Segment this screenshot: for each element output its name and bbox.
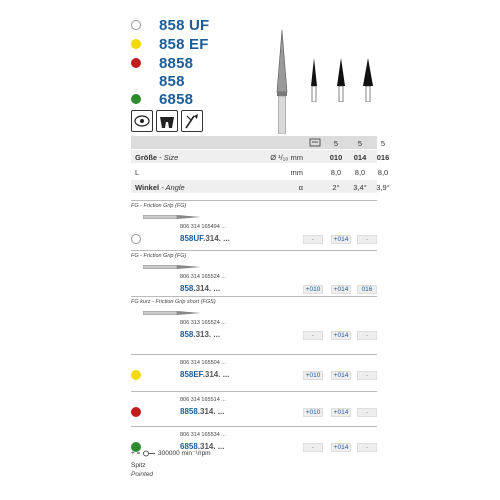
- article-number: 806 314 165514 ...: [180, 397, 226, 403]
- article-number: 806 314 165534 ...: [180, 432, 226, 438]
- speed-prefix: + =: [131, 450, 143, 457]
- tooth-crown-icon: [131, 110, 153, 132]
- spec-row-length: [131, 165, 389, 178]
- angle-label-en: - Angle: [159, 183, 185, 192]
- shape-en: Pointed: [131, 471, 154, 478]
- availability-cell[interactable]: -: [357, 235, 377, 244]
- availability-cell[interactable]: -: [357, 331, 377, 340]
- color-dot-icon: [131, 407, 141, 417]
- availability-cell[interactable]: 016: [357, 285, 377, 294]
- availability-cell[interactable]: +014: [331, 408, 351, 417]
- product-code-main: 858: [180, 330, 194, 339]
- product-code-rest: .314. ...: [197, 407, 225, 416]
- angle-label: Winkel: [135, 183, 160, 192]
- availability-cell[interactable]: -: [303, 331, 323, 340]
- length-value-2: 8,0: [354, 168, 366, 177]
- size-label-en: - Size: [157, 153, 179, 162]
- color-dot-icon: [131, 234, 141, 244]
- product-code[interactable]: [180, 407, 224, 416]
- availability-cell[interactable]: -: [357, 443, 377, 452]
- availability-cell[interactable]: -: [357, 371, 377, 380]
- availability-cell[interactable]: +010: [303, 408, 323, 417]
- variant-name: 6858: [159, 90, 194, 108]
- color-dot-icon: [131, 94, 141, 104]
- spec-row-size: [131, 150, 390, 163]
- pack-icon: [309, 137, 321, 147]
- shape-de: Spitz: [131, 462, 146, 469]
- tooth-bridge-icon: [156, 110, 178, 132]
- product-code[interactable]: [180, 234, 230, 243]
- product-separator: [131, 391, 377, 392]
- variant-name: 858 UF: [159, 16, 210, 34]
- product-code-main: 8858: [180, 407, 198, 416]
- size-value-2: 014: [353, 153, 367, 162]
- variant-row: [131, 54, 193, 72]
- availability-cell[interactable]: -: [303, 235, 323, 244]
- rotation-icon: [142, 450, 156, 457]
- product-code-main: 858UF: [180, 234, 204, 243]
- bur-size-014-icon: [334, 58, 348, 102]
- bur-side-view-icon: [143, 213, 201, 221]
- product-separator: [131, 250, 377, 251]
- availability-cell[interactable]: +010: [303, 371, 323, 380]
- color-dot-icon: [131, 20, 141, 30]
- length-unit: mm: [290, 168, 303, 177]
- spec-row-angle: [131, 180, 390, 193]
- bur-size-016-icon: [360, 58, 376, 102]
- angle-unit: α: [298, 183, 303, 192]
- variant-name: 858 EF: [159, 35, 209, 53]
- bur-side-view-icon: [143, 309, 201, 317]
- pack-value-1: 5: [333, 139, 339, 148]
- product-code-main: 858: [180, 284, 194, 293]
- availability-cell[interactable]: -: [303, 443, 323, 452]
- product-code-rest: .314. ...: [197, 442, 225, 451]
- angle-value-3: 3,9°: [376, 183, 390, 192]
- product-separator: [131, 354, 377, 355]
- angle-value-1: 2°: [332, 183, 340, 192]
- variant-row: [131, 72, 185, 90]
- article-number: 806 314 165494 ...: [180, 224, 226, 230]
- shank-type-label: FG kurz - Friction Grip short (FGS): [131, 299, 216, 305]
- availability-cell[interactable]: -: [357, 408, 377, 417]
- size-value-3: 016: [376, 153, 390, 162]
- variant-name: 858: [159, 72, 185, 90]
- angle-value-2: 3,4°: [353, 183, 367, 192]
- product-separator: [131, 426, 377, 427]
- color-dot-icon: [131, 370, 141, 380]
- article-number: 806 314 165524 ...: [180, 274, 226, 280]
- product-code-rest: .314. ...: [193, 284, 221, 293]
- spec-table-header: [131, 136, 386, 149]
- article-number: 806 313 165524 ...: [180, 320, 226, 326]
- availability-cell[interactable]: +014: [331, 443, 351, 452]
- availability-cell[interactable]: +014: [331, 331, 351, 340]
- variant-name: 8858: [159, 54, 194, 72]
- color-dot-icon: [131, 58, 141, 68]
- shank-type-label: FG - Friction Grip (FG): [131, 203, 187, 209]
- product-code-rest: .313. ...: [193, 330, 221, 339]
- availability-cell[interactable]: +010: [303, 285, 323, 294]
- availability-cell[interactable]: +014: [331, 285, 351, 294]
- shaping-tool-icon: [181, 110, 203, 132]
- speed-note: [131, 449, 211, 457]
- product-code-main: 858EF: [180, 370, 203, 379]
- size-unit: Ø ¹/₁₀ mm: [270, 153, 303, 162]
- bur-side-view-icon: [143, 263, 201, 271]
- availability-cell[interactable]: +014: [331, 235, 351, 244]
- size-label: Größe: [135, 153, 158, 162]
- product-code[interactable]: [180, 284, 220, 293]
- length-label: L: [135, 168, 140, 177]
- product-code[interactable]: [180, 330, 220, 339]
- color-dot-icon: [131, 39, 141, 49]
- bur-size-010-icon: [308, 58, 320, 102]
- availability-cell[interactable]: +014: [331, 371, 351, 380]
- bur-main-illustration: [272, 30, 292, 134]
- length-value-3: 8,0: [377, 168, 389, 177]
- product-code-main: 6858: [180, 442, 198, 451]
- product-code[interactable]: [180, 370, 229, 379]
- pack-value-3: 5: [380, 139, 386, 148]
- speed-value: 300000 min⁻¹/rpm: [158, 450, 211, 457]
- length-value-1: 8,0: [330, 168, 342, 177]
- product-separator: [131, 200, 377, 201]
- size-value-1: 010: [329, 153, 343, 162]
- variant-row: [131, 35, 209, 53]
- product-code-rest: .314. ...: [203, 234, 230, 243]
- product-code-rest: .314. ...: [202, 370, 230, 379]
- pack-value-2: 5: [357, 139, 363, 148]
- article-number: 806 314 165504 ...: [180, 360, 226, 366]
- variant-row: [131, 16, 209, 34]
- product-separator: [131, 296, 377, 297]
- variant-row: [131, 90, 193, 108]
- shank-type-label: FG - Friction Grip (FG): [131, 253, 187, 259]
